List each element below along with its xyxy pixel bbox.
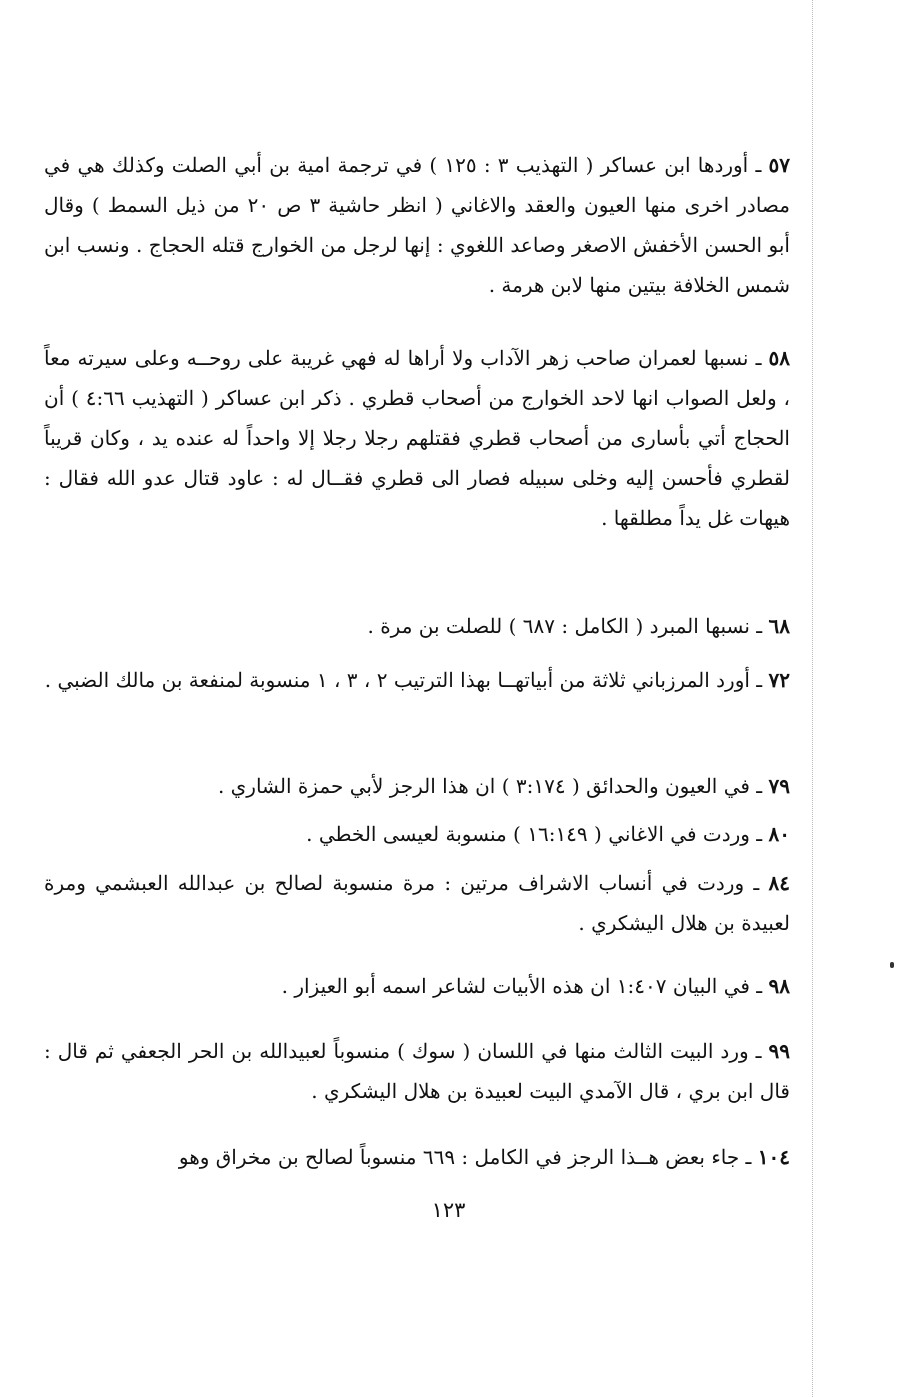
footnote-72 — [44, 660, 790, 700]
footnote-57 — [44, 145, 790, 305]
footnote-80 — [44, 814, 790, 854]
footnote-number: ٥٧ — [768, 153, 791, 177]
footnote-number: ٦٨ — [768, 614, 790, 638]
footnote-number: ٩٩ — [768, 1039, 791, 1063]
footnote-number: ٩٨ — [768, 974, 790, 998]
footnote-text: ـ في البيان ١:٤٠٧ ان هذه الأبيات لشاعر اسمه أبو العيزار . — [281, 974, 763, 998]
footnote-text: ـ ورد البيت الثالث منها في اللسان ( سوك ) منسوباً لعبيدالله بن الحر الجعفي ثم قال : قال ابن بري ، قال الآمدي البيت لعبيدة بن هلال اليشكري . — [44, 1039, 790, 1103]
footnote-104 — [44, 1137, 790, 1177]
margin-mark — [890, 962, 894, 968]
footnote-number: ٧٩ — [768, 774, 790, 798]
footnote-text: ـ أوردها ابن عساكر ( التهذيب ٣ : ١٢٥ ) في ترجمة امية بن أبي الصلت وكذلك هي في مصادر اخرى منها العيون والعقد والاغاني ( انظر حاشية ٣ ص ٢٠ من ذيل السمط ) وقال أبو الحسن الأخفش الاصغر وصاعد اللغوي : إنها لرجل من الخوارج قتله الحجاج . ونسب ابن شمس الخلافة بيتين منها لابن هرمة . — [44, 153, 790, 297]
footnote-number: ٥٨ — [768, 346, 790, 370]
footnote-98 — [44, 966, 790, 1006]
footnote-number: ٨٠ — [768, 822, 790, 846]
gutter-dotted-line — [812, 0, 813, 1397]
footnote-text: ـ نسبها لعمران صاحب زهر الآداب ولا أراها له فهي غريبة على روحــه وعلى سيرته معاً ، ولعل الصواب انها لاحد الخوارج من أصحاب قطري . ذكر ابن عساكر ( التهذيب ٤:٦٦ ) أن الحجاج أتي بأسارى من أصحاب قطري فقتلهم رجلا رجلا إلا واحداً له عنده يد ، وكان قريباً لقطري فأحسن إليه وخلى سبيله فصار الى قطري فقــال له : عاود قتال عدو الله فقال : هيهات غل يداً مطلقها . — [44, 346, 790, 530]
footnote-text: ـ وردت في الاغاني ( ١٦:١٤٩ ) منسوبة لعيسى الخطي . — [306, 822, 763, 846]
footnote-number: ٧٢ — [768, 668, 790, 692]
footnote-68 — [44, 606, 790, 646]
footnote-text: ـ في العيون والحدائق ( ٣:١٧٤ ) ان هذا الرجز لأبي حمزة الشاري . — [217, 774, 763, 798]
footnote-text: ـ وردت في أنساب الاشراف مرتين : مرة منسوبة لصالح بن عبدالله العبشمي ومرة لعبيدة بن هلال اليشكري . — [44, 871, 790, 935]
footnote-79 — [44, 766, 790, 806]
footnote-number: ٨٤ — [768, 871, 790, 895]
footnote-text: ـ نسبها المبرد ( الكامل : ٦٨٧ ) للصلت بن مرة . — [367, 614, 763, 638]
footnote-99 — [44, 1031, 790, 1111]
page-number: ١٢٣ — [431, 1198, 466, 1222]
footnote-84 — [44, 863, 790, 943]
footnote-text: ـ أورد المرزباني ثلاثة من أبياتهــا بهذا الترتيب ٢ ، ٣ ، ١ منسوبة لمنفعة بن مالك الضبي . — [44, 668, 763, 692]
footnote-text: ـ جاء بعض هــذا الرجز في الكامل : ٦٦٩ منسوباً لصالح بن مخراق وهو — [178, 1145, 752, 1169]
footnote-58 — [44, 338, 790, 538]
footnote-number: ١٠٤ — [757, 1145, 790, 1169]
